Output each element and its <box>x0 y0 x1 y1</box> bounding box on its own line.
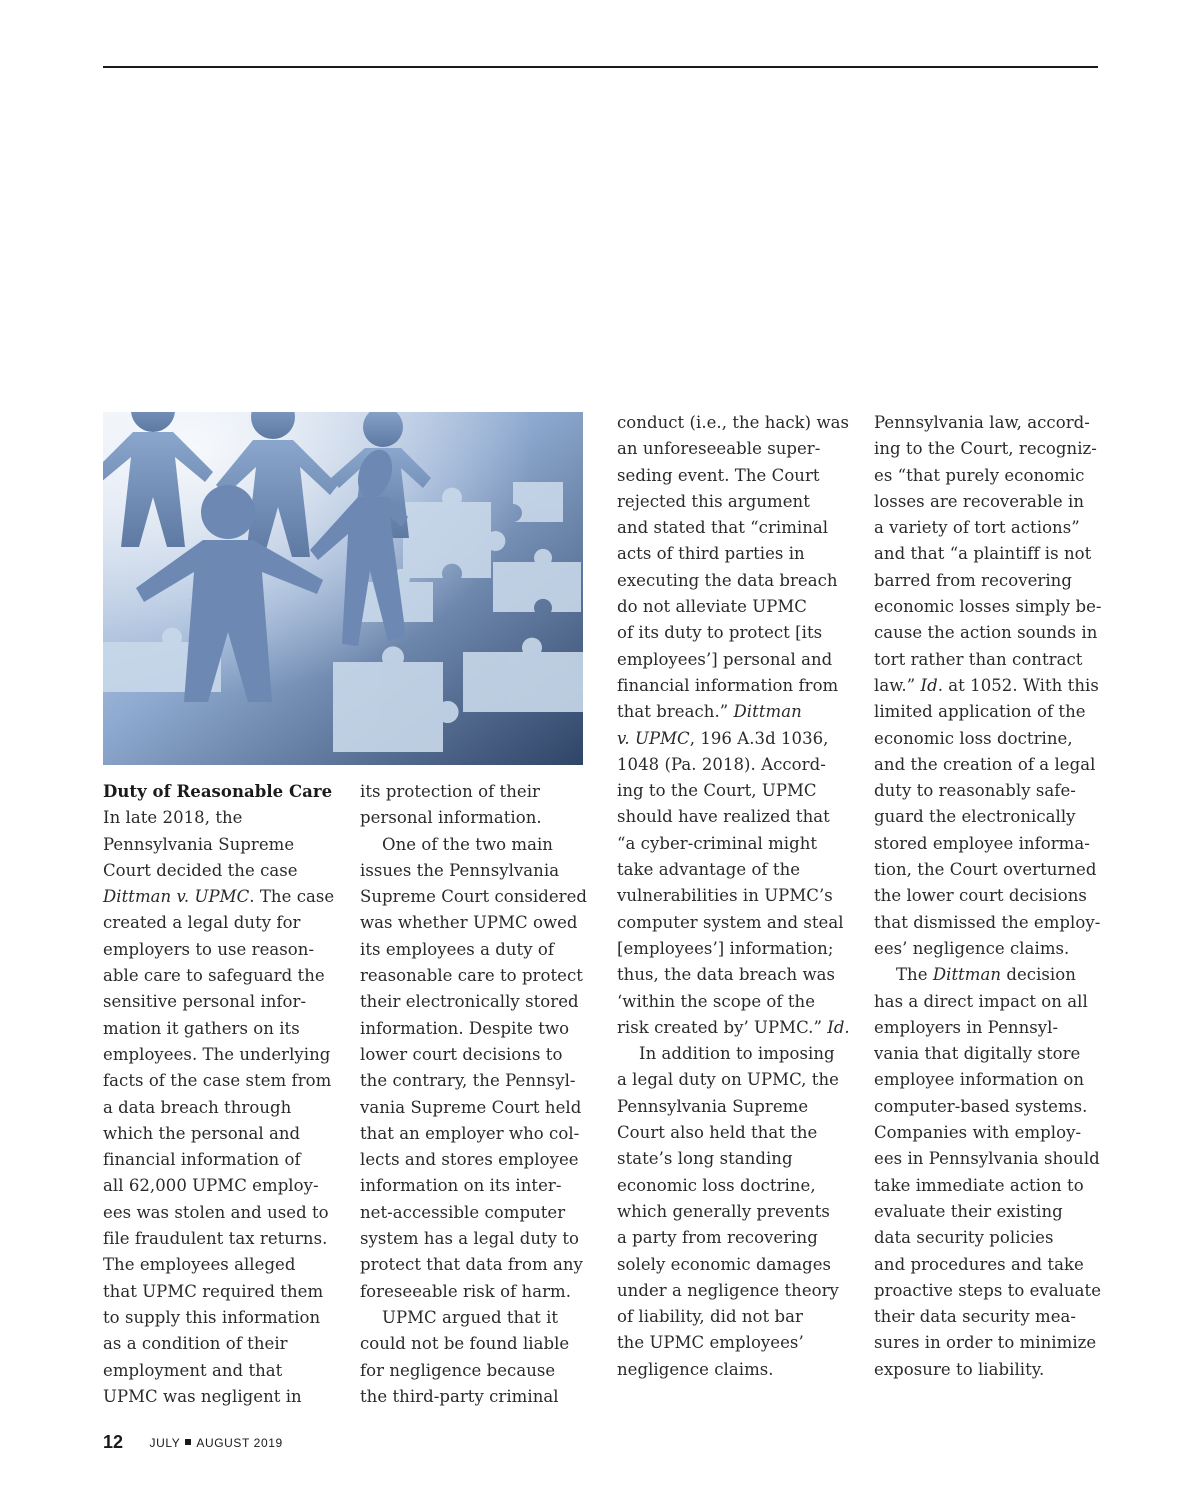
text-line: The Dittman decision <box>896 965 1076 985</box>
text-line: for negligence because <box>360 1360 556 1380</box>
text-line: Supreme Court considered <box>360 887 588 907</box>
text-line: economic loss doctrine, <box>617 1175 816 1195</box>
text-line: thus, the data breach was <box>617 965 836 985</box>
text-line: limited application of the <box>874 702 1086 722</box>
id-citation-italic: Id. <box>920 675 943 695</box>
text-line: the lower court decisions <box>874 886 1087 906</box>
text-line: financial information from <box>617 675 839 695</box>
text-line: which the personal and <box>103 1123 301 1143</box>
text-line: Pennsylvania law, accord- <box>874 413 1090 432</box>
text-line: a legal duty on UPMC, the <box>617 1070 839 1090</box>
text-line: ‘within the scope of the <box>617 991 816 1011</box>
text-line: able care to safeguard the <box>103 966 325 986</box>
text-line: lects and stores employee <box>360 1150 579 1170</box>
text-line: take advantage of the <box>617 860 801 880</box>
text-line: a variety of tort actions” <box>874 518 1080 538</box>
text-line: that breach.” Dittman <box>617 702 802 722</box>
text-line: and procedures and take <box>874 1254 1084 1274</box>
text-line: vania Supreme Court held <box>360 1097 582 1117</box>
top-rule <box>103 66 1098 68</box>
text-line: employees. The underlying <box>103 1044 331 1064</box>
text-line: an unforeseeable super- <box>617 439 821 459</box>
text-line: ees in Pennsylvania should <box>874 1149 1100 1169</box>
text-line: exposure to liability. <box>874 1359 1045 1379</box>
text-line: tort rather than contract <box>874 649 1083 669</box>
text-line: acts of third parties in <box>617 544 805 564</box>
text-line: that dismissed the employ- <box>874 912 1101 932</box>
text-line: net-accessible computer <box>360 1202 566 1222</box>
text-line: foreseeable risk of harm. <box>360 1281 572 1301</box>
text-line: lower court decisions to <box>360 1044 563 1064</box>
text-line: Pennsylvania Supreme <box>617 1096 809 1116</box>
text-line: v. UPMC, 196 A.3d 1036, <box>617 728 829 748</box>
text-line: sensitive personal infor- <box>103 992 307 1012</box>
text-line: their electronically stored <box>360 992 579 1012</box>
text-line: seding event. The Court <box>617 465 820 485</box>
text-line: has a direct impact on all <box>874 991 1088 1011</box>
case-name-italic: Dittman <box>733 702 802 722</box>
case-name-italic: v. UPMC <box>617 728 690 748</box>
text-line: duty to reasonably safe- <box>874 781 1076 801</box>
text-line: es “that purely economic <box>874 465 1085 485</box>
text-line: Court also held that the <box>617 1123 818 1143</box>
text-line: Dittman v. UPMC. The case <box>103 887 335 907</box>
text-line: information on its inter- <box>360 1176 562 1196</box>
text-line: stored employee informa- <box>874 833 1090 853</box>
paper-people-puzzle-image <box>103 412 583 765</box>
text-line: of liability, did not bar <box>617 1307 803 1327</box>
text-line: negligence claims. <box>617 1359 774 1379</box>
text-line: evaluate their existing <box>874 1201 1063 1221</box>
text-line: their data security mea- <box>874 1307 1077 1327</box>
text-line: ing to the Court, UPMC <box>617 781 817 801</box>
square-bullet-icon <box>185 1439 191 1445</box>
case-name-italic: Dittman <box>932 965 1002 985</box>
text-line: the third-party criminal <box>360 1386 559 1406</box>
column-4 <box>874 410 1109 1383</box>
text-line: reasonable care to protect <box>360 966 583 986</box>
text-line: economic loss doctrine, <box>874 728 1073 748</box>
text-line: protect that data from any <box>360 1255 583 1275</box>
text-line: Court decided the case <box>103 860 298 880</box>
text-line: should have realized that <box>617 807 830 827</box>
text-line: information. Despite two <box>360 1018 570 1038</box>
page-number: 12 <box>103 1432 124 1452</box>
text-line: executing the data breach <box>617 570 838 590</box>
column-1 <box>103 779 338 1410</box>
text-line: computer-based systems. <box>874 1096 1088 1116</box>
text-line: employees’] personal and <box>617 649 833 669</box>
text-line: [employees’] information; <box>617 938 834 958</box>
id-citation-italic: Id. <box>827 1017 850 1037</box>
text-line: under a negligence theory <box>617 1280 839 1300</box>
text-line: guard the electronically <box>874 807 1076 827</box>
text-line: barred from recovering <box>874 570 1072 590</box>
text-line: risk created by’ UPMC.” Id. <box>617 1017 850 1037</box>
text-line: state’s long standing <box>617 1149 793 1169</box>
text-line: solely economic damages <box>617 1254 832 1274</box>
text-line: system has a legal duty to <box>360 1229 580 1249</box>
text-line: and that “a plaintiff is not <box>874 544 1092 564</box>
text-line: economic losses simply be- <box>874 597 1102 617</box>
text-line: of its duty to protect [its <box>617 623 823 643</box>
text-line: facts of the case stem from <box>103 1071 332 1091</box>
text-line: as a condition of their <box>103 1334 288 1354</box>
text-line: UPMC argued that it <box>382 1307 559 1327</box>
text-line: its protection of their <box>360 782 540 801</box>
text-line: created a legal duty for <box>103 913 301 933</box>
text-line: computer system and steal <box>617 912 844 932</box>
page-footer <box>103 1432 283 1453</box>
text-line: Companies with employ- <box>874 1123 1082 1143</box>
text-line: take immediate action to <box>874 1175 1084 1195</box>
text-line: the contrary, the Pennsyl- <box>360 1071 576 1091</box>
text-line: sures in order to minimize <box>874 1333 1097 1353</box>
text-line: and the creation of a legal <box>874 754 1096 774</box>
text-line: a data breach through <box>103 1097 292 1117</box>
text-line: could not be found liable <box>360 1334 570 1354</box>
text-line: vulnerabilities in UPMC’s <box>617 886 833 906</box>
text-line: a party from recovering <box>617 1228 818 1248</box>
text-line: In addition to imposing <box>639 1044 835 1064</box>
text-line: financial information of <box>103 1150 301 1170</box>
text-line: conduct (i.e., the hack) was <box>617 413 850 432</box>
text-line: personal information. <box>360 808 542 828</box>
text-line: ees’ negligence claims. <box>874 938 1070 958</box>
text-line: data security policies <box>874 1228 1054 1248</box>
text-line: employment and that <box>103 1360 283 1380</box>
text-line: UPMC was negligent in <box>103 1386 302 1406</box>
text-line: vania that digitally store <box>874 1044 1081 1064</box>
text-line: “a cyber-criminal might <box>617 833 818 853</box>
text-line: Pennsylvania Supreme <box>103 834 295 854</box>
text-line: employee information on <box>874 1070 1085 1090</box>
text-line: and stated that “criminal <box>617 518 829 538</box>
text-line: law.” Id. at 1052. With this <box>874 675 1099 695</box>
text-line: issues the Pennsylvania <box>360 860 560 880</box>
text-line: employers to use reason- <box>103 939 315 959</box>
text-line: that UPMC required them <box>103 1281 324 1301</box>
text-line: do not alleviate UPMC <box>617 597 807 617</box>
text-line: employers in Pennsyl- <box>874 1017 1059 1037</box>
text-line: which generally prevents <box>617 1201 830 1221</box>
text-line: rejected this argument <box>617 491 810 511</box>
text-line: ees was stolen and used to <box>103 1202 329 1222</box>
column-2 <box>360 779 595 1410</box>
text-line: In late 2018, the <box>103 808 243 828</box>
case-name-italic: Dittman v. UPMC <box>103 887 250 907</box>
text-line: cause the action sounds in <box>874 623 1098 643</box>
text-line: 1048 (Pa. 2018). Accord- <box>617 754 826 774</box>
text-line: its employees a duty of <box>360 939 555 959</box>
text-line: ing to the Court, recogniz- <box>874 439 1097 459</box>
text-line: all 62,000 UPMC employ- <box>103 1176 319 1196</box>
text-line: mation it gathers on its <box>103 1018 300 1038</box>
text-line: One of the two main <box>382 834 553 854</box>
column-3 <box>617 410 852 1383</box>
text-line: The employees alleged <box>103 1255 296 1275</box>
text-line: that an employer who col- <box>360 1123 580 1143</box>
issue-date: JULY AUGUST 2019 <box>149 1435 283 1450</box>
text-line: proactive steps to evaluate <box>874 1280 1102 1300</box>
section-heading: Duty of Reasonable Care <box>103 782 333 801</box>
text-line: losses are recoverable in <box>874 491 1084 511</box>
text-line: file fraudulent tax returns. <box>103 1229 328 1249</box>
text-line: to supply this information <box>103 1307 321 1327</box>
text-line: tion, the Court overturned <box>874 860 1097 880</box>
text-line: was whether UPMC owed <box>360 913 578 933</box>
article-photo <box>103 412 583 765</box>
text-line: the UPMC employees’ <box>617 1333 804 1353</box>
